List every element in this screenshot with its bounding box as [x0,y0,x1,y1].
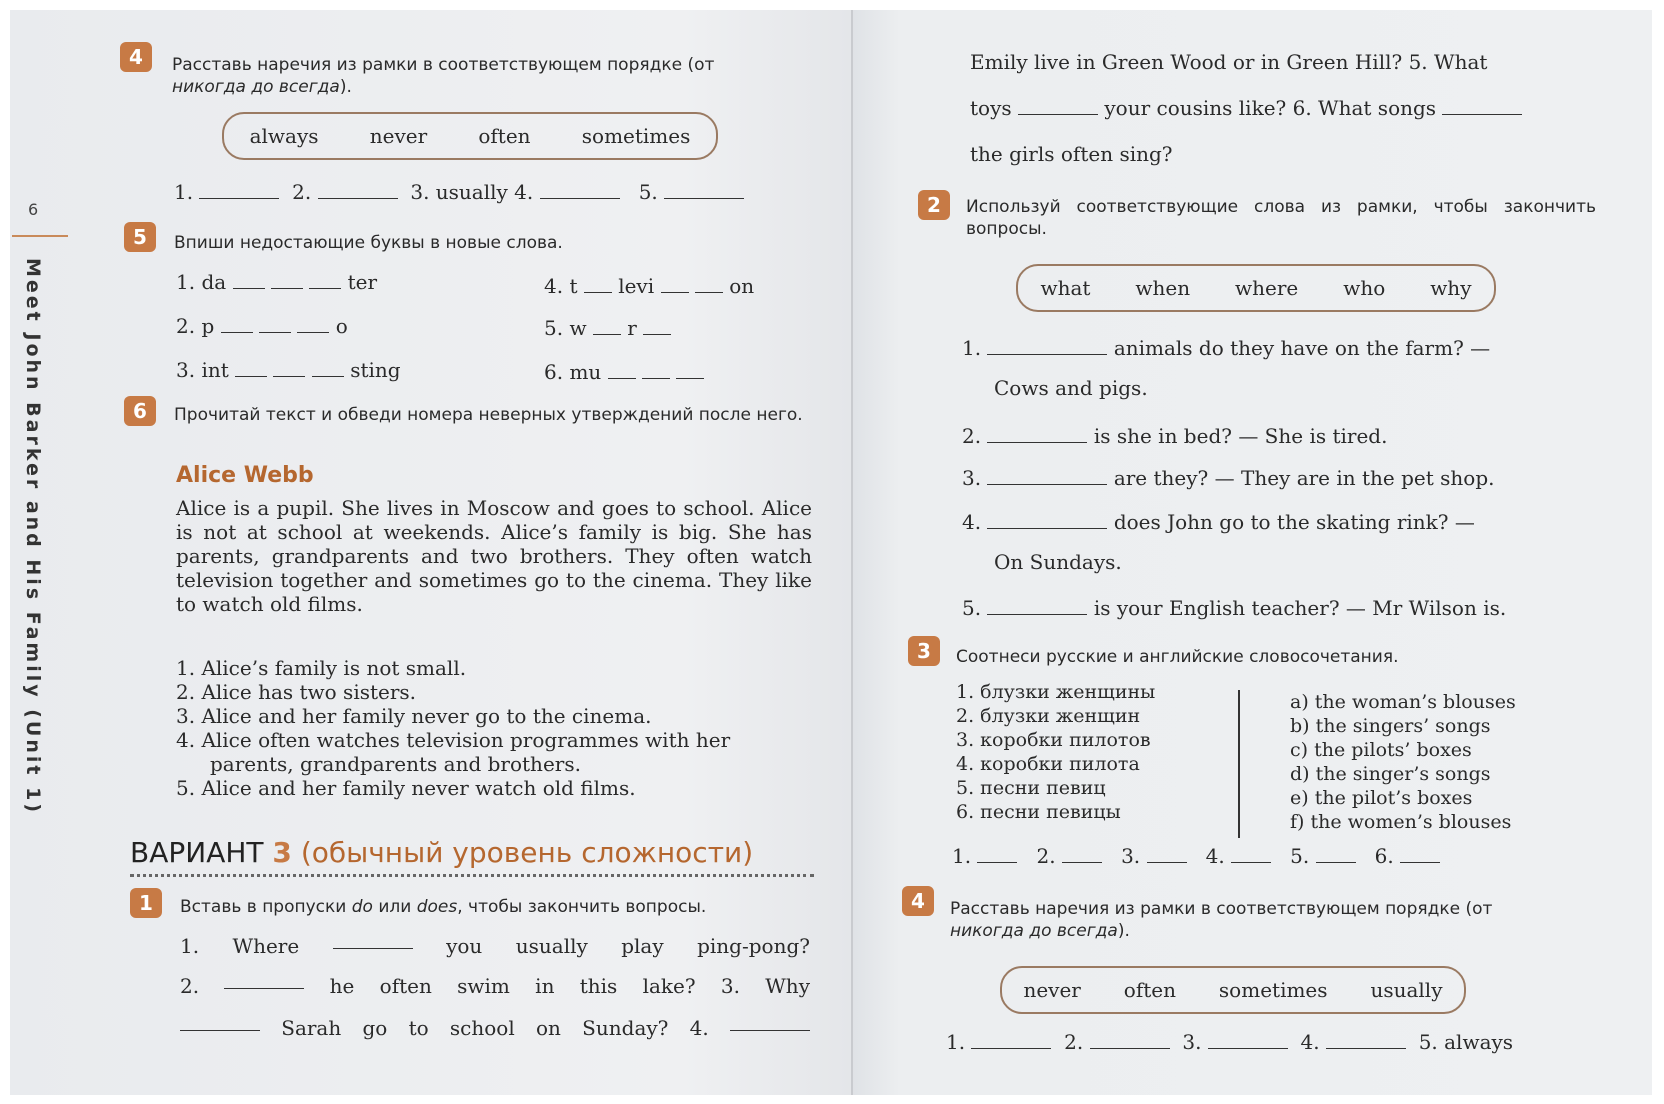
exercise-1-line-3: Sarah go to school on Sunday? 4. [180,1016,810,1040]
english-phrase: c) the pilots’ boxes [1290,739,1472,761]
question-word: where [1235,276,1299,300]
russian-phrase: 3. коробки пилотов [956,729,1151,751]
statement: 5. Alice and her family never watch old films. [176,776,636,800]
russian-phrase: 5. песни певиц [956,777,1106,799]
exercise-4-answers: 1. 2. 3. usually 4. 5. [174,180,744,204]
english-phrase: d) the singer’s songs [1290,763,1491,785]
reading-text: Alice is a pupil. She lives in Moscow and goes to school. Alice is not at school at weekends. Alice’s family is big. She has parents, grandparents and two brothers. They often watch television together and sometimes go to the cinema. They like to watch old films. [176,496,812,616]
statement: 4. Alice often watches television programmes with her [176,728,731,752]
exercise-4-right-instruction: Расставь наречия из рамки в соответствующем порядке (от никогда до всегда). [950,899,1493,941]
answer-4: On Sundays. [994,550,1122,574]
exercise-4-badge: 4 [120,42,152,72]
adverb-word: sometimes [1218,978,1328,1002]
question-words-box [1016,264,1496,312]
exercise-1-line-1: 1. Where you usually play ping-pong? [180,934,810,958]
question-2: 2. is she in bed? — She is tired. [962,424,1388,448]
exercise-2-instruction: Используй соответствующие слова из рамки, чтобы закончить вопросы. [966,197,1596,239]
page-number: 6 [28,200,39,219]
word-item: 2. p o [176,314,348,338]
statements-list [176,656,816,800]
word-item: 3. int sting [176,358,401,382]
matching-answers: 1. 2. 3. 4. 5. 6. [952,844,1440,868]
dotted-divider [130,874,814,877]
side-unit-title: Meet John Barker and His Family (Unit 1) [22,258,44,815]
english-phrase: e) the pilot’s boxes [1290,787,1473,809]
question-word: when [1135,276,1191,300]
adverb-word: often [1123,978,1176,1002]
column-divider [1238,690,1240,838]
russian-phrases [956,680,1155,824]
word-item: 6. mu [544,360,704,384]
exercise-5-instruction: Впиши недостающие буквы в новые слова. [174,233,563,253]
russian-phrase: 2. блузки женщин [956,705,1141,727]
adverb-word: always [249,124,319,148]
statement: parents, grandparents and brothers. [210,752,581,776]
exercise-4-right-answers: 1. 2. 3. 4. 5. always [946,1030,1514,1054]
english-phrase: a) the woman’s blouses [1290,691,1516,713]
word-item: 1. da ter [176,270,378,294]
exercise-5-badge: 5 [124,222,156,252]
russian-phrase: 1. блузки женщины [956,681,1156,703]
adverb-word: often [478,124,531,148]
variant-heading: ВАРИАНТ 3 (обычный уровень сложности) [130,836,754,869]
exercise-2-badge: 2 [918,190,950,220]
exercise-3-instruction: Соотнеси русские и английские словосочетания. [956,647,1399,667]
question-word: who [1343,276,1386,300]
statement: 1. Alice’s family is not small. [176,656,467,680]
english-phrases [1290,690,1516,834]
exercise-6-badge: 6 [124,396,156,426]
exercise-1-instruction: Вставь в пропуски do или does, чтобы закончить вопросы. [180,897,707,917]
word-item: 5. w r [544,316,671,340]
adverb-word: never [1023,978,1081,1002]
statement: 3. Alice and her family never go to the cinema. [176,704,652,728]
word-item: 4. t levi on [544,274,755,298]
adverbs-box-right [1000,966,1466,1014]
adverb-word: never [369,124,428,148]
exercise-6-instruction: Прочитай текст и обведи номера неверных утверждений после него. [174,405,803,425]
answer-1: Cows and pigs. [994,376,1148,400]
adverb-word: usually [1370,978,1443,1002]
page-number-rule [12,235,68,237]
question-1: 1. animals do they have on the farm? — [962,336,1491,360]
exercise-1-badge: 1 [130,888,162,918]
question-word: why [1430,276,1472,300]
exercise-4-right-badge: 4 [902,886,934,916]
book-gutter [851,10,853,1095]
english-phrase: b) the singers’ songs [1290,715,1491,737]
russian-phrase: 6. песни певицы [956,801,1121,823]
statement: 2. Alice has two sisters. [176,680,417,704]
english-phrase: f) the women’s blouses [1290,811,1512,833]
question-word: what [1040,276,1091,300]
russian-phrase: 4. коробки пилота [956,753,1140,775]
continued-line-3: the girls often sing? [970,142,1173,166]
question-5: 5. is your English teacher? — Mr Wilson is. [962,596,1507,620]
question-3: 3. are they? — They are in the pet shop. [962,466,1495,490]
text-title: Alice Webb [176,463,314,488]
exercise-3-badge: 3 [908,636,940,666]
question-4: 4. does John go to the skating rink? — [962,510,1475,534]
exercise-4-instruction: Расставь наречия из рамки в соответствующем порядке (от никогда до всегда). [172,55,715,97]
adverb-word: sometimes [581,124,691,148]
continued-line-1: Emily live in Green Wood or in Green Hill? 5. What [970,50,1488,74]
continued-line-2: toys your cousins like? 6. What songs [970,96,1522,120]
adverbs-box-left [222,112,718,160]
exercise-1-line-2: 2. he often swim in this lake? 3. Why [180,974,810,998]
